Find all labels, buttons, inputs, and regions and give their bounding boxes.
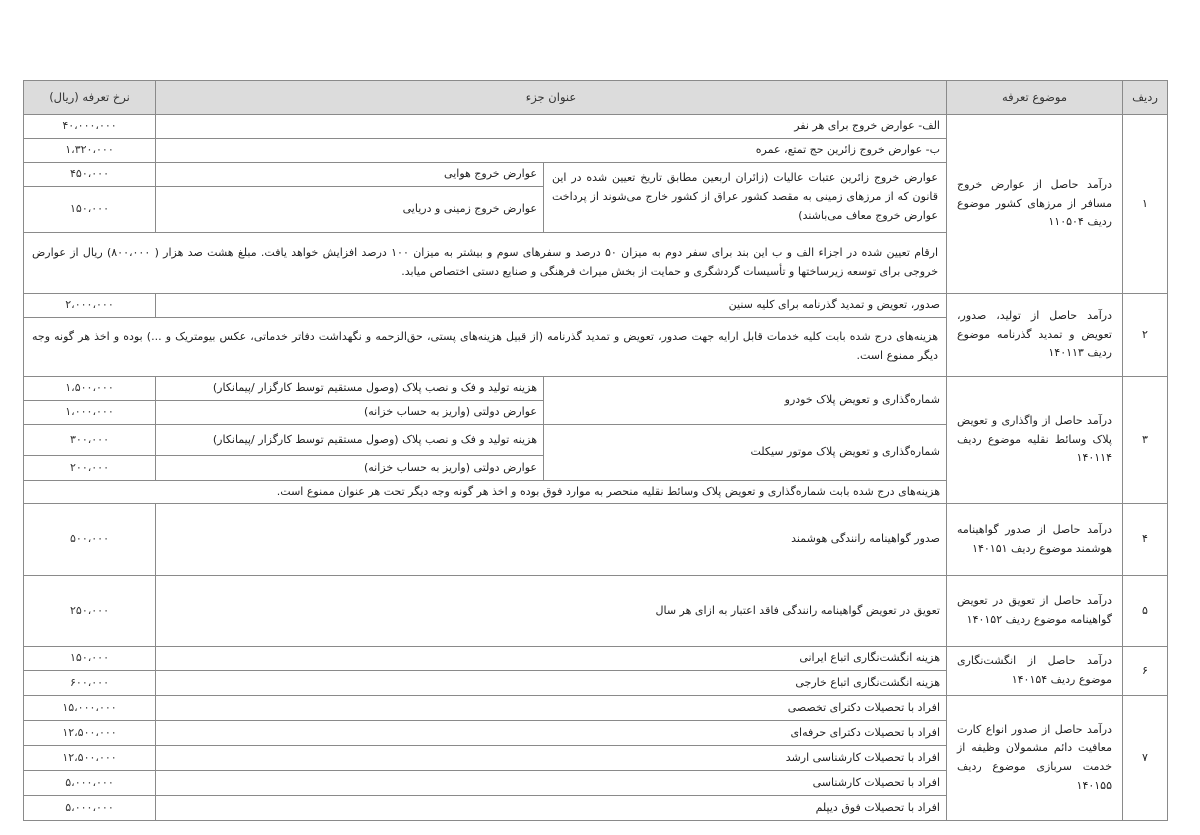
tariff-subject-text: درآمد حاصل از صدور گواهینامه هوشمند موضوع ردیف ۱۴۰۱۵۱: [957, 522, 1112, 555]
item-rate: ۱۵۰،۰۰۰: [23, 186, 156, 233]
item-title: هزینه انگشت‌نگاری اتباع ایرانی: [155, 646, 947, 671]
subitem-title: هزینه تولید و فک و نصب پلاک (وصول مستقیم توسط کارگزار /پیمانکار): [155, 424, 544, 456]
tariff-subject: [946, 114, 1123, 294]
row-number: ۶: [1122, 646, 1168, 696]
tariff-subject: [946, 575, 1123, 647]
group-title: شماره‌گذاری و تعویض پلاک موتور سیکلت: [543, 424, 947, 481]
item-rate: ۲۰۰،۰۰۰: [23, 455, 156, 481]
item-rate: ۱۵۰،۰۰۰: [23, 646, 156, 671]
item-rate: ۴۰،۰۰۰،۰۰۰: [23, 114, 156, 139]
item-rate: ۳۰۰،۰۰۰: [23, 424, 156, 456]
item-rate: ۱۲،۵۰۰،۰۰۰: [23, 745, 156, 771]
item-rate: ۵۰۰،۰۰۰: [23, 503, 156, 576]
row-note: هزینه‌های درج شده بابت شماره‌گذاری و تعویض پلاک وسائط نقلیه منحصر به موارد فوق بوده و اخذ هر گونه وجه دیگر تحت هر عنوان ممنوع است.: [23, 480, 947, 504]
item-title: افراد با تحصیلات فوق دیپلم: [155, 795, 947, 821]
tariff-subject-text: درآمد حاصل از عوارض خروج مسافر از مرزهای کشور موضوع ردیف ۱۱۰۵۰۴: [957, 177, 1112, 229]
item-title: افراد با تحصیلات کارشناسی: [155, 770, 947, 796]
header-subject: موضوع تعرفه: [946, 80, 1123, 115]
item-rate: ۵،۰۰۰،۰۰۰: [23, 770, 156, 796]
item-rate: ۲۵۰،۰۰۰: [23, 575, 156, 647]
row-note: [23, 232, 947, 294]
item-title: صدور، تعویض و تمدید گذرنامه برای کلیه سنین: [155, 293, 947, 318]
row-number: ۵: [1122, 575, 1168, 647]
row-note-text: ارقام تعیین شده در اجزاء الف و ب این بند برای سفر دوم به میزان ۵۰ درصد و سفرهای سوم و بیشتر به میزان ۱۰۰ درصد افزایش خواهد یافت. مبلغ هشت صد هزار ( ۸۰۰،۰۰۰) ریال از عوارض خروجی برای توسعه زیرساختها و تأسیسات گردشگری و حمایت از بخش میراث فرهنگی و صنایع دستی اختصاص میابد.: [32, 246, 939, 278]
item-title: تعویق در تعویض گواهینامه رانندگی فاقد اعتبار به ازای هر سال: [155, 575, 947, 647]
header-item-title: عنوان جزء: [155, 80, 947, 115]
tariff-subject-text: درآمد حاصل از واگذاری و تعویض پلاک وسائط نقلیه موضوع ردیف ۱۴۰۱۱۴: [957, 413, 1112, 465]
tariff-subject: [946, 503, 1123, 576]
group-title: [543, 162, 947, 233]
tariff-subject-text: درآمد حاصل از صدور انواع کارت معافیت دائم مشمولان وظیفه از خدمت سربازی موضوع ردیف ۱۴۰۱۵۵: [957, 722, 1112, 792]
subitem-title: عوارض خروج زمینی و دریایی: [155, 186, 544, 233]
row-number: ۱: [1122, 114, 1168, 294]
row-number: ۷: [1122, 695, 1168, 821]
item-rate: ۱،۳۲۰،۰۰۰: [23, 138, 156, 163]
subitem-title: عوارض دولتی (واریز به حساب خزانه): [155, 455, 544, 481]
row-note: [23, 317, 947, 377]
tariff-subject-text: درآمد حاصل از انگشت‌نگاری موضوع ردیف ۱۴۰۱۵۴: [957, 654, 1112, 686]
item-title: ب- عوارض خروج زائرین حج تمتع، عمره: [155, 138, 947, 163]
tariff-subject: [946, 695, 1123, 821]
item-rate: ۴۵۰،۰۰۰: [23, 162, 156, 187]
item-rate: ۵،۰۰۰،۰۰۰: [23, 795, 156, 821]
header-rate: نرخ تعرفه (ریال): [23, 80, 156, 115]
item-rate: ۱،۰۰۰،۰۰۰: [23, 400, 156, 425]
item-rate: ۶۰۰،۰۰۰: [23, 670, 156, 696]
tariff-subject: [946, 293, 1123, 377]
tariff-subject: [946, 376, 1123, 504]
item-rate: ۱،۵۰۰،۰۰۰: [23, 376, 156, 401]
item-title: هزینه انگشت‌نگاری اتباع خارجی: [155, 670, 947, 696]
group-title-text: عوارض خروج زائرین عتبات عالیات (زائران اربعین مطابق تاریخ تعیین شده در این قانون که از مرزهای زمینی به مقصد کشور عراق از کشور خارج می‌شوند از پرداخت عوارض خروج معاف می‌باشند): [552, 171, 938, 222]
item-title: افراد با تحصیلات دکترای تخصصی: [155, 695, 947, 721]
item-title: صدور گواهینامه رانندگی هوشمند: [155, 503, 947, 576]
row-number: ۳: [1122, 376, 1168, 504]
item-rate: ۱۲،۵۰۰،۰۰۰: [23, 720, 156, 746]
subitem-title: عوارض دولتی (واریز به حساب خزانه): [155, 400, 544, 425]
subitem-title: عوارض خروج هوایی: [155, 162, 544, 187]
item-rate: ۱۵،۰۰۰،۰۰۰: [23, 695, 156, 721]
group-title: شماره‌گذاری و تعویض پلاک خودرو: [543, 376, 947, 425]
tariff-subject: [946, 646, 1123, 696]
row-number: ۴: [1122, 503, 1168, 576]
header-row-number: ردیف: [1122, 80, 1168, 115]
row-note-text: هزینه‌های درج شده بابت کلیه خدمات قابل ارایه جهت صدور، تعویض و تمدید گذرنامه (از قبیل هزینه‌های پستی، حق‌الزحمه و نگهداشت دفاتر خدماتی، عکس بیومتریک و ...) بوده و اخذ هر گونه وجه دیگر ممنوع است.: [32, 330, 938, 362]
tariff-subject-text: درآمد حاصل از تعویق در تعویض گواهینامه موضوع ردیف ۱۴۰۱۵۲: [957, 594, 1112, 626]
item-title: الف- عوارض خروج برای هر نفر: [155, 114, 947, 139]
item-rate: ۲،۰۰۰،۰۰۰: [23, 293, 156, 318]
item-title: افراد با تحصیلات کارشناسی ارشد: [155, 745, 947, 771]
subitem-title: هزینه تولید و فک و نصب پلاک (وصول مستقیم توسط کارگزار /پیمانکار): [155, 376, 544, 401]
item-title: افراد با تحصیلات دکترای حرفه‌ای: [155, 720, 947, 746]
row-number: ۲: [1122, 293, 1168, 377]
tariff-subject-text: درآمد حاصل از تولید، صدور، تعویض و تمدید گذرنامه موضوع ردیف ۱۴۰۱۱۳: [957, 308, 1112, 360]
